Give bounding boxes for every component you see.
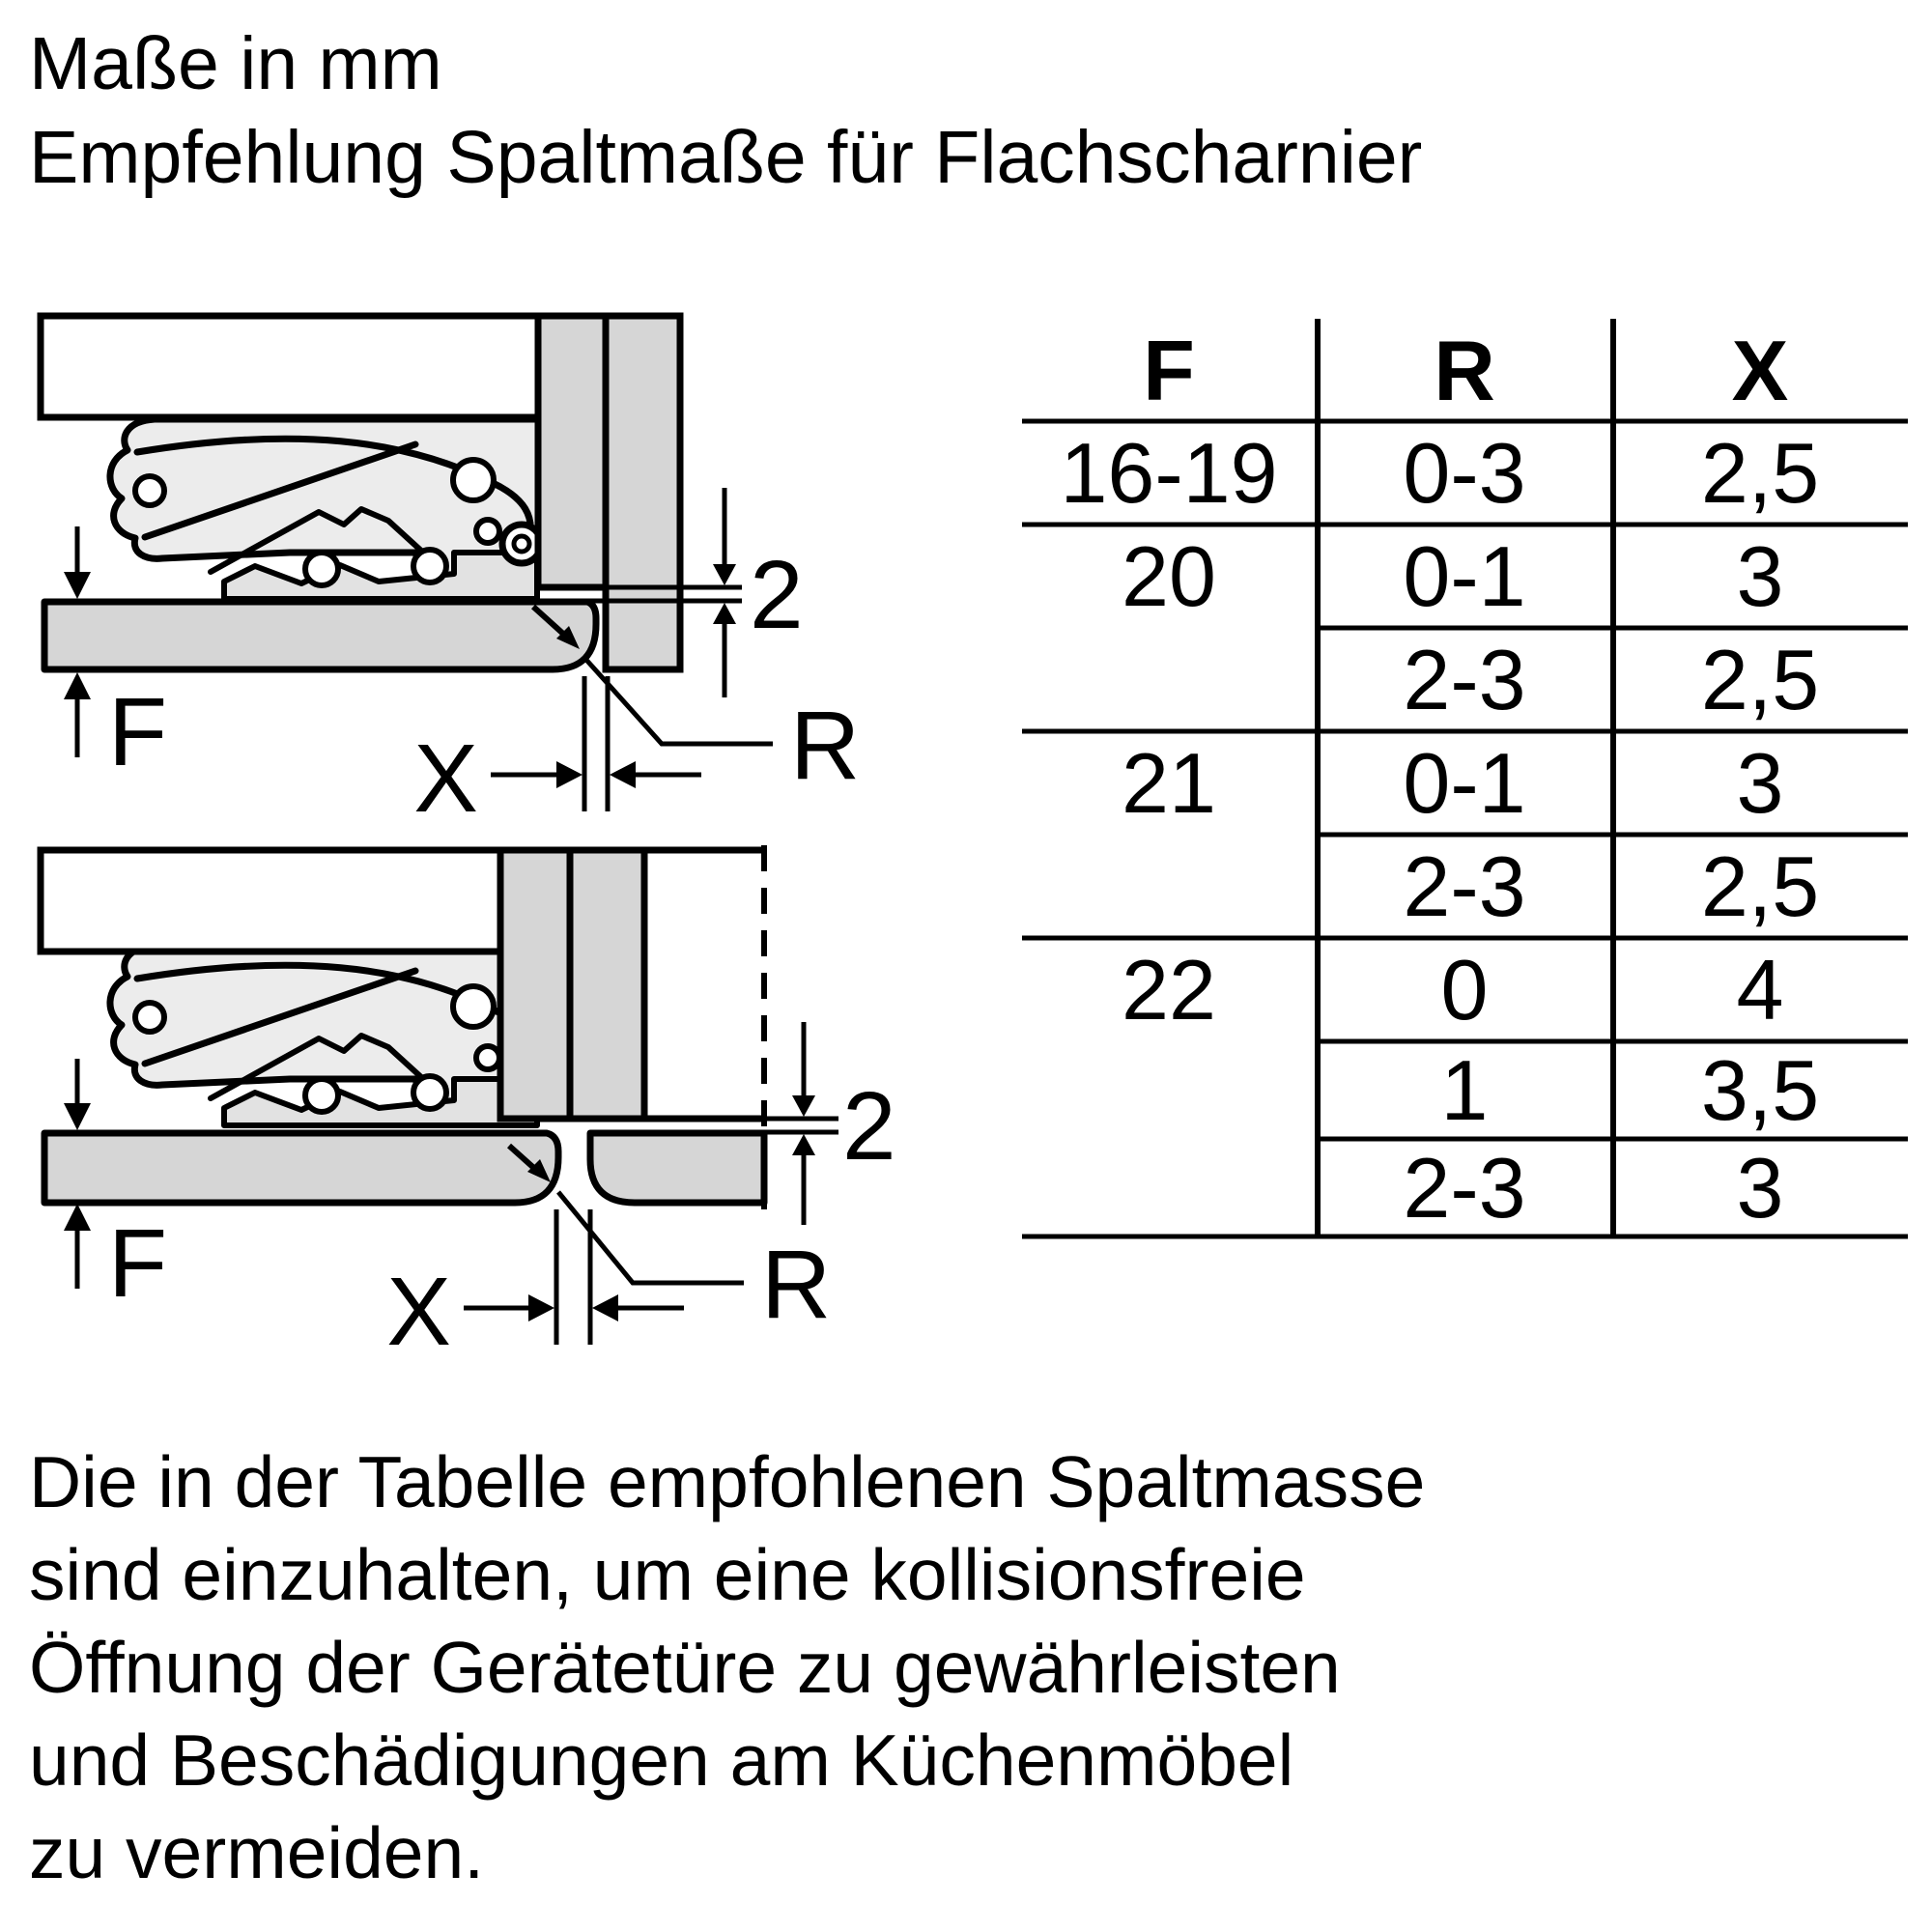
diagram-bottom-hinge-section <box>41 845 896 1366</box>
table-cell-f: 20 <box>1122 528 1216 624</box>
table-cell-x: 4 <box>1736 942 1784 1037</box>
arrow-down-icon <box>64 1103 91 1130</box>
appliance-door-inner-panel <box>500 850 570 1119</box>
table-cell-f: 16-19 <box>1060 425 1278 521</box>
gap-dimension-table <box>1022 319 1908 1236</box>
furniture-panel-left <box>44 1133 558 1203</box>
table-cell-x: 2,5 <box>1700 838 1820 934</box>
arrow-up-icon <box>64 1204 91 1231</box>
table-header-r: R <box>1434 323 1495 418</box>
table-header-f: F <box>1143 323 1195 418</box>
arrow-right-icon <box>556 761 582 788</box>
arrow-left-icon <box>592 1294 618 1321</box>
table-cell-r: 0-1 <box>1403 528 1526 624</box>
table-cell-x: 2,5 <box>1700 632 1820 727</box>
f-label: F <box>108 1209 168 1318</box>
appliance-door-inner-panel <box>538 316 606 587</box>
r-label: R <box>761 1231 832 1339</box>
dimension-x <box>413 676 701 833</box>
note-line-3: Öffnung der Gerätetüre zu gewährleisten <box>29 1627 1341 1708</box>
f-label: F <box>108 678 168 786</box>
table-cell-r: 0 <box>1440 942 1489 1037</box>
dimension-x <box>386 1209 684 1366</box>
table-cell-r: 2-3 <box>1403 632 1526 727</box>
r-label: R <box>790 692 861 800</box>
x-label: X <box>386 1258 451 1366</box>
table-cell-x: 3 <box>1736 528 1784 624</box>
table-cell-r: 2-3 <box>1403 838 1526 934</box>
arrow-down-icon <box>64 572 91 599</box>
table-cell-x: 3 <box>1736 1140 1784 1236</box>
arrow-down-icon <box>713 564 736 585</box>
note-line-2: sind einzuhalten, um eine kollisionsfreie <box>29 1534 1306 1615</box>
note-line-5: zu vermeiden. <box>29 1812 485 1893</box>
table-cell-r: 0-3 <box>1403 425 1526 521</box>
table-cell-x: 3,5 <box>1700 1042 1820 1138</box>
note-line-4: und Beschädigungen am Küchenmöbel <box>29 1719 1294 1801</box>
appliance-door-outer-panel <box>570 850 644 1119</box>
gap-2-label: 2 <box>842 1072 896 1180</box>
door-continuation-cutaway <box>644 850 764 1119</box>
diagram-top-hinge-section <box>41 316 860 833</box>
cabinet-panel <box>41 316 538 417</box>
table-cell-x: 2,5 <box>1700 425 1820 521</box>
table-cell-r: 1 <box>1440 1042 1489 1138</box>
arrow-right-icon <box>528 1294 554 1321</box>
table-cell-f: 21 <box>1122 735 1216 831</box>
table-cell-r: 0-1 <box>1403 735 1526 831</box>
table-header-x: X <box>1731 323 1789 418</box>
arrow-down-icon <box>792 1095 815 1117</box>
title-line-1: Maße in mm <box>29 22 442 105</box>
installation-note <box>29 1435 1425 1899</box>
arrow-up-icon <box>792 1134 815 1155</box>
furniture-panel <box>44 602 596 669</box>
table-cell-r: 2-3 <box>1403 1140 1526 1236</box>
table-cell-x: 3 <box>1736 735 1784 831</box>
title-line-2: Empfehlung Spaltmaße für Flachscharnier <box>29 116 1423 199</box>
arrow-left-icon <box>610 761 636 788</box>
furniture-panel-right <box>590 1133 764 1203</box>
gap-2-label: 2 <box>750 541 804 649</box>
table-cell-f: 22 <box>1122 942 1216 1037</box>
appliance-door-outer-panel <box>606 316 680 669</box>
x-label: X <box>413 724 478 833</box>
cabinet-panel <box>41 850 500 952</box>
dimension-gap-2 <box>764 1022 896 1225</box>
arrow-up-icon <box>713 603 736 624</box>
hinge-assembly <box>110 419 541 599</box>
arrow-up-icon <box>64 672 91 699</box>
note-line-1: Die in der Tabelle empfohlenen Spaltmasse <box>29 1441 1426 1522</box>
hinge-assembly <box>110 946 541 1125</box>
